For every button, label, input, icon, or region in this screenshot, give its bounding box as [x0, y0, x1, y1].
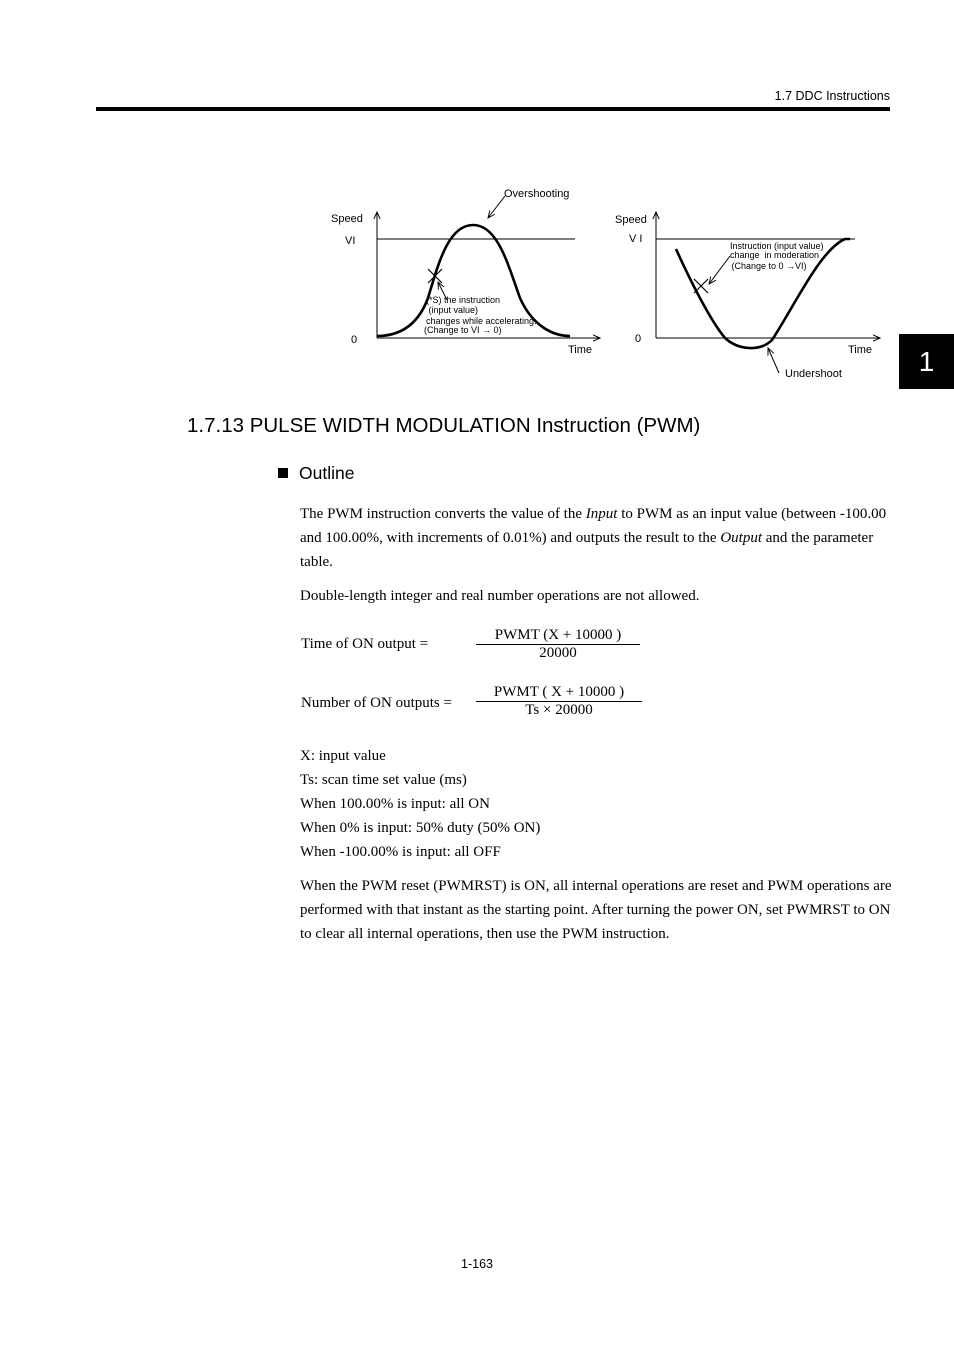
formula-2-lhs: Number of ON outputs =: [301, 695, 452, 711]
right-note-line-3: (Change to 0 →VI): [729, 261, 807, 271]
undershoot-diagram: [615, 212, 880, 380]
definition-item: When 0% is input: 50% duty (50% ON): [300, 820, 541, 836]
formula-1-denominator: 20000: [539, 645, 577, 661]
definitions-list: [300, 744, 540, 864]
right-note-line-1: Instruction (input value): [730, 241, 824, 251]
undershoot-pointer: [768, 348, 779, 373]
left-zero-label: 0: [351, 334, 358, 346]
header-rule: [96, 107, 890, 111]
left-note-line-2: (input value): [426, 305, 479, 315]
right-note-line-2: change in moderation: [730, 250, 820, 260]
p1-text-c: and the parameter table.: [300, 530, 874, 570]
left-speed-label: Speed: [331, 213, 363, 225]
outline-heading-text: Outline: [299, 463, 355, 483]
left-note-line-4: (Change to VI → 0): [424, 325, 502, 335]
output-term: Output: [720, 530, 763, 546]
running-header: 1.7 DDC Instructions: [774, 89, 890, 103]
definition-item: When 100.00% is input: all ON: [300, 796, 490, 812]
left-change-marker: [428, 269, 442, 283]
formula-2-denominator: Ts × 20000: [525, 702, 593, 718]
right-zero-label: 0: [635, 333, 642, 345]
formula-2-fraction: [476, 684, 642, 719]
definition-item: X: input value: [300, 748, 386, 764]
p1-text-b: to PWM as an input value (between -100.00 and 100.00%, with increments of 0.01%) and outputs the result to the: [300, 506, 887, 546]
outline-paragraph-2: Double-length integer and real number operations are not allowed.: [300, 588, 700, 604]
right-change-marker: [694, 279, 708, 293]
right-vi-label: V I: [629, 233, 643, 245]
formula-1-fraction: [476, 627, 640, 662]
section-title: 1.7.13 PULSE WIDTH MODULATION Instruction (PWM): [187, 414, 701, 437]
formula-1-lhs: Time of ON output =: [301, 636, 429, 652]
undershoot-label: Undershoot: [785, 368, 842, 380]
outline-heading: [278, 463, 354, 484]
right-speed-label: Speed: [615, 214, 647, 226]
p1-text-a: The PWM instruction converts the value of the: [300, 506, 586, 522]
left-note-line-3: changes while accelerating.: [426, 316, 537, 326]
left-time-label: Time: [568, 344, 593, 356]
right-note-pointer: [709, 256, 730, 284]
overshooting-label: Overshooting: [504, 188, 570, 200]
pwm-reset-paragraph: When the PWM reset (PWMRST) is ON, all internal operations are reset and PWM operations are performed with that instant as the starting point. After turning the power ON, set PWMRST to ON to clear all internal operations, then use the PWM instruction.: [300, 878, 892, 942]
overshoot-pointer: [488, 196, 505, 218]
formula-1-numerator: PWMT (X + 10000 ): [494, 627, 622, 643]
definition-item: Ts: scan time set value (ms): [300, 772, 467, 788]
speed-response-diagrams: [320, 180, 900, 390]
formula-2-numerator: PWMT ( X + 10000 ): [493, 684, 625, 700]
page-number: 1-163: [461, 1257, 493, 1271]
definition-item: When -100.00% is input: all OFF: [300, 844, 501, 860]
outline-paragraph-1: [300, 502, 892, 574]
right-time-label: Time: [848, 344, 873, 356]
input-term: Input: [585, 506, 618, 522]
square-bullet-icon: [278, 468, 288, 478]
left-vi-label: VI: [345, 235, 356, 247]
chapter-tab: 1: [899, 334, 954, 389]
overshoot-diagram: [331, 188, 600, 356]
left-note-line-1: (*S) the instruction: [426, 295, 501, 305]
